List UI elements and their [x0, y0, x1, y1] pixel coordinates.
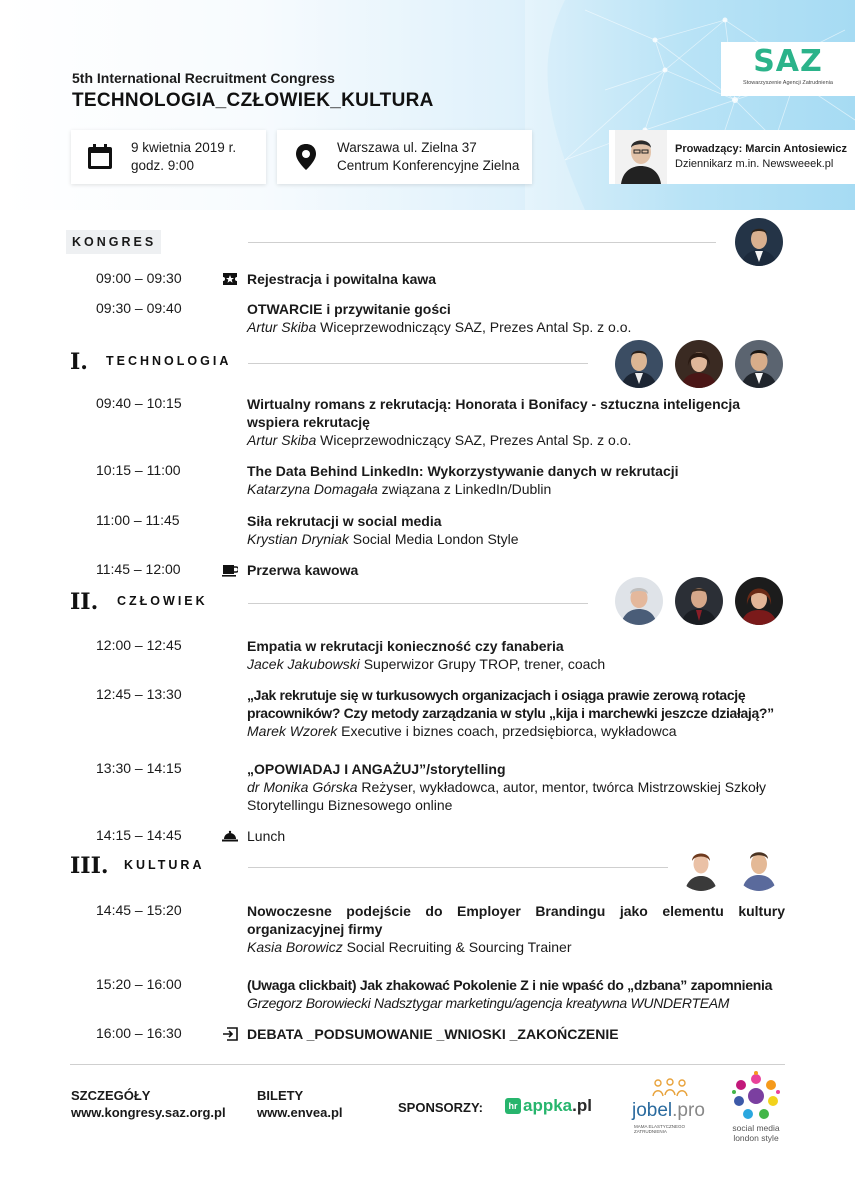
agenda-time: 14:15 – 14:45 — [96, 827, 182, 843]
agenda-time: 11:45 – 12:00 — [96, 561, 181, 577]
section-kongres-label: KONGRES — [66, 230, 161, 254]
agenda-speaker — [247, 778, 785, 814]
agenda-time: 13:30 – 14:15 — [96, 760, 182, 776]
section-label: TECHNOLOGIA — [106, 354, 232, 368]
dots-flower-icon — [731, 1071, 781, 1121]
section-divider — [248, 603, 588, 604]
jobel-tagline: MAMA ELASTYCZNEGO ZATRUDNIENIA — [634, 1124, 686, 1134]
agenda-title: DEBATA _PODSUMOWANIE _WNIOSKI _ZAKOŃCZENIE — [247, 1026, 619, 1042]
agenda-speaker — [247, 318, 785, 336]
hrappka-logo-text: appka — [523, 1096, 573, 1115]
agenda-time: 12:00 – 12:45 — [96, 637, 182, 653]
host-role: Dziennikarz m.in. Newsweeek.pl — [675, 158, 834, 170]
speaker-role: Social Recruiting & Sourcing Trainer — [342, 939, 572, 955]
calendar-icon — [85, 142, 115, 172]
section-number: I. — [70, 349, 88, 375]
event-title: TECHNOLOGIA_CZŁOWIEK_KULTURA — [72, 90, 434, 111]
jobel-logo-text: jobel — [632, 1100, 673, 1121]
agenda-time: 14:45 – 15:20 — [96, 902, 182, 918]
speaker-avatar — [675, 577, 723, 625]
location-pin-icon — [291, 142, 321, 172]
agenda-title: Przerwa kawowa — [247, 562, 359, 578]
speaker-avatar — [675, 340, 723, 388]
agenda-time: 10:15 – 11:00 — [96, 462, 181, 478]
footer-divider — [70, 1064, 785, 1065]
tickets-label: BILETY — [257, 1088, 304, 1103]
speaker-name: Artur Skiba — [247, 319, 317, 335]
host-photo — [615, 130, 667, 184]
people-group-icon — [650, 1078, 690, 1100]
agenda-time: 09:40 – 10:15 — [96, 395, 182, 411]
agenda-title: OTWARCIE i przywitanie gości — [247, 301, 451, 317]
agenda-time: 15:20 – 16:00 — [96, 976, 182, 992]
agenda-speaker — [247, 480, 785, 498]
section-label: CZŁOWIEK — [117, 594, 208, 608]
agenda-speaker — [247, 655, 785, 673]
speaker-name: Kasia Borowicz — [247, 939, 343, 955]
speaker-avatar — [615, 577, 663, 625]
agenda-title: Siła rekrutacji w social media — [247, 513, 442, 529]
event-time: godz. 9:00 — [131, 158, 195, 173]
agenda-time: 12:45 – 13:30 — [96, 686, 182, 702]
sponsor-hrappka-logo — [505, 1096, 592, 1116]
event-date: 9 kwietnia 2019 r. — [131, 140, 237, 155]
agenda-title: Wirtualny romans z rekrutacją: Honorata i Bonifacy - sztuczna inteligencja wspiera rekrutację — [247, 396, 741, 430]
host-name: Prowadzący: Marcin Antosiewicz — [675, 143, 847, 155]
coffee-cup-icon — [222, 563, 238, 577]
agenda-speaker — [247, 938, 785, 956]
saz-logo-subtext: Stowarzyszenie Agencji Zatrudnienia — [743, 80, 833, 86]
agenda-speaker — [247, 722, 785, 740]
jobel-logo-domain: .pro — [672, 1100, 705, 1121]
event-venue: Centrum Konferencyjne Zielna — [337, 158, 520, 173]
agenda-time: 11:00 – 11:45 — [96, 512, 180, 528]
section-divider — [248, 867, 668, 868]
event-subtitle: 5th International Recruitment Congress — [72, 70, 335, 86]
speaker-name: Artur Skiba — [247, 432, 317, 448]
details-link[interactable]: www.kongresy.saz.org.pl — [71, 1105, 226, 1120]
agenda-time: 09:30 – 09:40 — [96, 300, 182, 316]
speaker-name: Marek Wzorek — [247, 723, 338, 739]
agenda-title: Rejestracja i powitalna kawa — [247, 271, 437, 287]
speaker-role: Executive i biznes coach, przedsiębiorca, wykładowca — [337, 723, 677, 739]
speaker-avatar — [615, 340, 663, 388]
agenda-title: Nowoczesne podejście do Employer Brandingu jako elementu kultury organizacyjnej firmy — [247, 903, 785, 937]
saz-logo-text: SAZ — [753, 44, 823, 79]
agenda-time: 09:00 – 09:30 — [96, 270, 182, 286]
saz-logo — [721, 42, 855, 96]
host-box — [609, 130, 855, 184]
speaker-avatar — [735, 218, 783, 266]
speaker-role: Wiceprzewodniczący SAZ, Prezes Antal Sp. z o.o. — [316, 319, 632, 335]
section-number: III. — [70, 853, 109, 879]
agenda-speaker — [247, 530, 785, 548]
speaker-role: Wiceprzewodniczący SAZ, Prezes Antal Sp. z o.o. — [316, 432, 632, 448]
exit-arrow-icon — [222, 1027, 238, 1041]
cloche-icon — [222, 829, 238, 843]
speaker-name: Grzegorz Borowiecki Nadsztygar marketingu/agencja kreatywna WUNDERTEAM — [247, 995, 730, 1011]
social-media-logo-line2: london style — [733, 1133, 779, 1143]
social-media-logo-line1: social media — [732, 1123, 780, 1133]
location-box — [277, 130, 532, 184]
agenda-speaker — [247, 431, 785, 449]
agenda-speaker — [247, 994, 785, 1012]
tickets-link[interactable]: www.envea.pl — [257, 1105, 343, 1120]
speaker-role: Superwizor Grupy TROP, trener, coach — [359, 656, 606, 672]
speaker-name: Jacek Jakubowski — [247, 656, 360, 672]
speaker-name: Katarzyna Domagała — [247, 481, 378, 497]
date-box — [71, 130, 266, 184]
event-address: Warszawa ul. Zielna 37 — [337, 140, 477, 155]
speaker-role: Reżyser, wykładowca, autor, mentor, twórca Mistrzowskiej Szkoły Storytellingu Biznesowego online — [247, 779, 766, 813]
speaker-name: dr Monika Górska — [247, 779, 358, 795]
speaker-avatar — [735, 340, 783, 388]
agenda-title: „Jak rekrutuje się w turkusowych organizacjach i osiąga prawie zerową rotację pracowników? Czy metody zarządzania w stylu „kija i marchewki jeszcze działają?” — [247, 687, 774, 721]
hrappka-logo-domain: .pl — [572, 1096, 592, 1115]
header-banner — [0, 0, 855, 210]
agenda-title: „OPOWIADAJ I ANGAŻUJ”/storytelling — [247, 761, 506, 777]
speaker-name: Krystian Dryniak — [247, 531, 349, 547]
section-divider — [248, 363, 588, 364]
speaker-avatar — [735, 843, 783, 891]
speaker-role: związana z LinkedIn/Dublin — [377, 481, 552, 497]
speaker-role: Social Media London Style — [348, 531, 519, 547]
agenda-title: (Uwaga clickbait) Jak zhakować Pokolenie Z i nie wpaść do „dzbana” zapomnienia — [247, 977, 773, 993]
hrappka-badge-icon: hr — [505, 1098, 521, 1114]
agenda-title: Empatia w rekrutacji konieczność czy fanaberia — [247, 638, 564, 654]
sponsors-label: SPONSORZY: — [398, 1100, 483, 1115]
speaker-avatar — [735, 577, 783, 625]
agenda-title: The Data Behind LinkedIn: Wykorzystywanie danych w rekrutacji — [247, 463, 679, 479]
section-label: KULTURA — [124, 858, 205, 872]
details-label: SZCZEGÓŁY — [71, 1088, 151, 1103]
section-number: II. — [70, 589, 99, 615]
ticket-star-icon — [222, 272, 238, 286]
section-divider — [248, 242, 716, 243]
agenda-title: Lunch — [247, 828, 286, 844]
speaker-avatar — [677, 843, 725, 891]
agenda-time: 16:00 – 16:30 — [96, 1025, 182, 1041]
